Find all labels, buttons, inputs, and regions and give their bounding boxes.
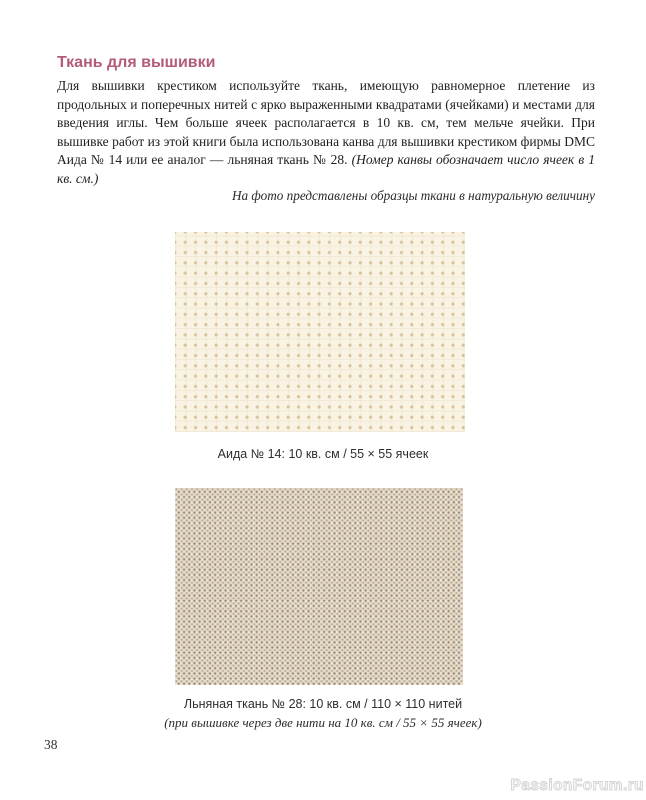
intro-paragraph-text: Для вышивки крестиком используйте ткань, имеющую равномерное плетение из продольных и поперечных нитей с ярко выраженными квадратами (ячейками) и местами для введения иглы. Чем больше ячеек располагается в 10 кв. см, тем мельче ячейки. При вышивке работ из этой книги была использована канва для вышивки крестиком фирмы DMC Аида № 14 или ее аналог — льняная ткань № 28. xyxy=(57,78,595,168)
aida-fabric-swatch-image xyxy=(175,232,465,432)
aida-fabric-caption: Аида № 14: 10 кв. см / 55 × 55 ячеек xyxy=(217,447,429,461)
linen-fabric-caption-note: (при вышивке через две нити на 10 кв. см / 55 × 55 ячеек) xyxy=(164,715,482,730)
photo-note: На фото представлены образцы ткани в натуральную величину xyxy=(232,188,595,203)
linen-fabric-swatch-image xyxy=(175,488,463,685)
intro-paragraph xyxy=(57,77,595,189)
page-number: 38 xyxy=(44,737,58,752)
watermark: PassionForum.ru xyxy=(510,777,644,794)
section-heading: Ткань для вышивки xyxy=(57,54,216,71)
linen-fabric-caption: Льняная ткань № 28: 10 кв. см / 110 × 110 нитей xyxy=(183,697,463,711)
intro-paragraph-italic-note: (Номер канвы обозначает число ячеек в 1 кв. см.) xyxy=(57,152,596,186)
